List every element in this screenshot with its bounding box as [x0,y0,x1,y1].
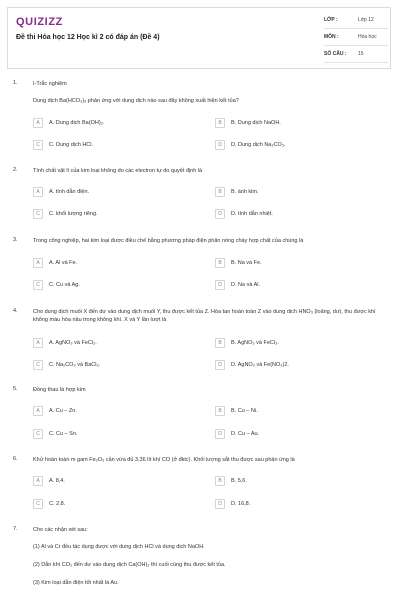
exam-title: Đề thi Hóa học 12 Học kì 2 có đáp án (Đề 4) [16,34,160,41]
question-text: Tính chất vật lí của kim loại không do các electron tự do quyết định là [33,168,203,174]
meta-value: Hóa học [358,34,377,40]
meta-row-class [324,14,388,29]
question-text: Cho các nhận xét sau: [33,527,88,533]
quizizz-logo: QUIZIZZ [16,16,63,28]
question-text: Cho dung dịch muối X đến dư vào dung dịch muối Y, thu được kết tủa Z. Hòa tan hoàn toàn Z vào dung dịch HNO₃ (loãng, dư), thu được khí không màu hóa nâu trong không khí. X và Y lần lượt là [33,309,376,323]
statement-2: (2) Dẫn khí CO₂ đến dư vào dung dịch Ca(OH)₂ thì cuối cùng thu được kết tủa. [33,562,226,568]
meta-value: Lớp 12 [358,17,374,23]
question-number: 4. [13,308,18,314]
question-text: Khử hoàn toàn m gam Fe₂O₃ cần vừa đủ 3,36 lít khí CO (ở đktc). Khối lượng sắt thu được sau phản ứng là [33,457,295,463]
question-number: 1. [13,80,18,86]
exam-header [7,7,391,69]
question-number: 3. [13,237,18,243]
meta-row-count [324,48,388,63]
meta-label: SỐ CÂU : [324,51,347,57]
question-subtext: Dung dịch Ba(HCO₃)₂ phản ứng với dung dịch nào sau đây không xuất hiện kết tủa? [33,98,239,104]
question-number: 2. [13,167,18,173]
meta-label: LỚP : [324,17,338,23]
statement-1: (1) Al và Cr đều tác dụng được với dung dịch HCl và dung dịch NaOH. [33,544,205,550]
meta-label: MÔN : [324,34,339,40]
question-number: 5. [13,386,18,392]
question-text: Trong công nghiệp, hai kim loại được điều chế bằng phương pháp điện phân nóng chảy hợp chất của chúng là [33,238,304,244]
meta-value: 15 [358,51,364,57]
question-number: 7. [13,526,18,532]
question-number: 6. [13,456,18,462]
question-text: I-Trắc nghiệm [33,81,67,87]
question-text: Đồng thau là hợp kim [33,387,86,393]
meta-row-subject [324,31,388,46]
statement-3: (3) Kim loại dẫn điện tốt nhất là Au. [33,580,119,586]
